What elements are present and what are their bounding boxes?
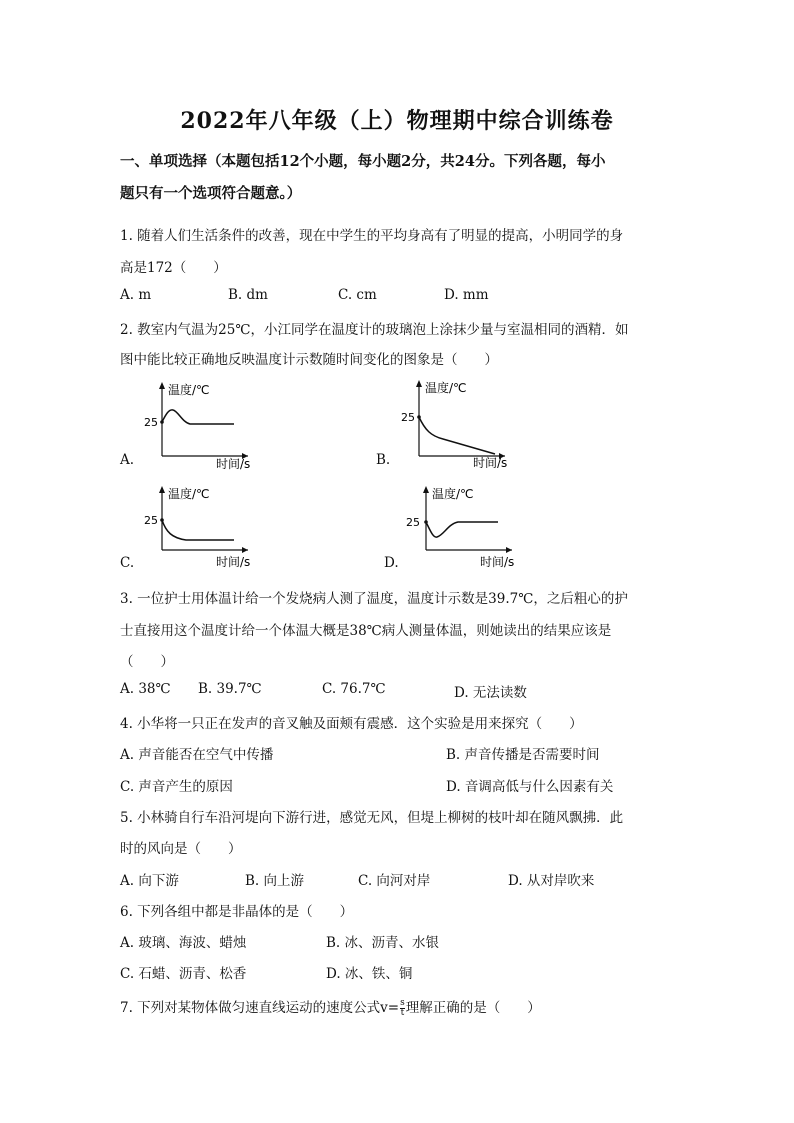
q6-option-a: A. 玻璃、海波、蜡烛 [120,935,247,951]
graph-a-curve [162,410,234,424]
graph-d-tick: 25 [406,516,420,529]
q1-option-d: D. mm [444,287,489,303]
graph-a-tick: 25 [144,416,158,429]
q4-option-d: D. 音调高低与什么因素有关 [446,779,614,795]
q7-frac-numerator: s [400,998,405,1008]
graph-d [402,482,532,578]
graph-a-xlabel: 时间/s [216,457,251,470]
graph-c-start-dot [160,518,164,522]
q7-prefix: 7. 下列对某物体做匀速直线运动的速度公式v= [120,1000,400,1016]
q7-formula-fraction [400,999,405,1018]
q7-suffix: 理解正确的是（ ） [405,1000,541,1016]
q2-option-b-label: B. [376,452,391,468]
graph-d-x-arrow [506,547,512,553]
q1-line-2: 高是172（ ） [120,260,227,276]
q3-line-3: （ ） [120,654,174,670]
graph-a-start-dot [160,420,164,424]
q3-line-2: 士直接用这个温度计给一个体温大概是38℃病人测量体温，则她读出的结果应该是 [120,623,612,639]
graph-a [138,378,268,474]
graph-b [395,376,525,472]
q2-line-2: 图中能比较正确地反映温度计示数随时间变化的图象是（ ） [120,352,498,368]
section-heading [120,146,680,210]
graph-c [138,482,268,578]
q3-option-d: D. 无法读数 [454,685,527,701]
q6-line-1: 6. 下列各组中都是非晶体的是（ ） [120,904,354,920]
q7-frac-denominator: t [400,1008,405,1018]
graph-b-curve [419,417,495,454]
q7-line-1 [120,996,541,1018]
q1-option-a: A. m [120,287,152,303]
graph-d-curve [426,522,498,537]
q1-line-1: 1. 随着人们生活条件的改善，现在中学生的平均身高有了明显的提高，小明同学的身 [120,228,624,244]
q3-option-c: C. 76.7℃ [322,681,386,697]
q3-option-a: A. 38℃ [120,681,171,697]
q2-option-a-label: A. [120,452,135,468]
graph-d-ylabel: 温度/℃ [432,487,474,501]
q2-option-d-label: D. [384,555,399,571]
graph-c-y-arrow [159,486,165,493]
q4-option-a: A. 声音能否在空气中传播 [120,747,274,763]
graph-a-ylabel: 温度/℃ [168,383,210,397]
q2-option-c-label: C. [120,555,135,571]
graph-c-ylabel: 温度/℃ [168,487,210,501]
q6-option-c: C. 石蜡、沥青、松香 [120,966,247,982]
graph-b-tick: 25 [401,411,415,424]
q5-option-b: B. 向上游 [245,873,305,889]
graph-b-xlabel: 时间/s [473,456,508,468]
graph-c-x-arrow [242,547,248,553]
q4-option-b: B. 声音传播是否需要时间 [446,747,600,763]
q6-option-b: B. 冰、沥青、水银 [326,935,440,951]
page-title: 2022年八年级（上）物理期中综合训练卷 [180,108,614,134]
q6-option-d: D. 冰、铁、铜 [326,966,413,982]
q3-line-1: 3. 一位护士用体温计给一个发烧病人测了温度，温度计示数是39.7℃，之后粗心的护 [120,591,628,607]
section-heading-line-2: 题只有一个选项符合题意。） [120,185,302,202]
graph-d-xlabel: 时间/s [480,555,515,569]
q3-option-b: B. 39.7℃ [198,681,262,697]
q5-option-c: C. 向河对岸 [358,873,431,889]
q4-line-1: 4. 小华将一只正在发声的音叉触及面颊有震感．这个实验是用来探究（ ） [120,716,583,732]
q2-line-1: 2. 教室内气温为25℃，小江同学在温度计的玻璃泡上涂抹少量与室温相同的酒精．如 [120,322,629,338]
q1-option-b: B. dm [228,287,268,303]
graph-b-y-arrow [416,380,422,387]
q5-line-2: 时的风向是（ ） [120,841,242,857]
q1-option-c: C. cm [338,287,377,303]
graph-d-start-dot [424,520,428,524]
q5-line-1: 5. 小林骑自行车沿河堤向下游行进，感觉无风，但堤上柳树的枝叶却在随风飘拂．此 [120,810,624,826]
graph-c-xlabel: 时间/s [216,555,251,569]
graph-b-start-dot [417,415,421,419]
graph-c-curve [162,520,234,540]
q4-option-c: C. 声音产生的原因 [120,779,233,795]
graph-a-y-arrow [159,382,165,389]
graph-c-tick: 25 [144,514,158,527]
q5-option-d: D. 从对岸吹来 [508,873,595,889]
graph-d-y-arrow [423,486,429,493]
q5-option-a: A. 向下游 [120,873,179,889]
graph-b-ylabel: 温度/℃ [425,381,467,395]
section-heading-line-1: 一、单项选择（本题包括12个小题，每小题2分，共24分。下列各题，每小 [120,153,606,170]
